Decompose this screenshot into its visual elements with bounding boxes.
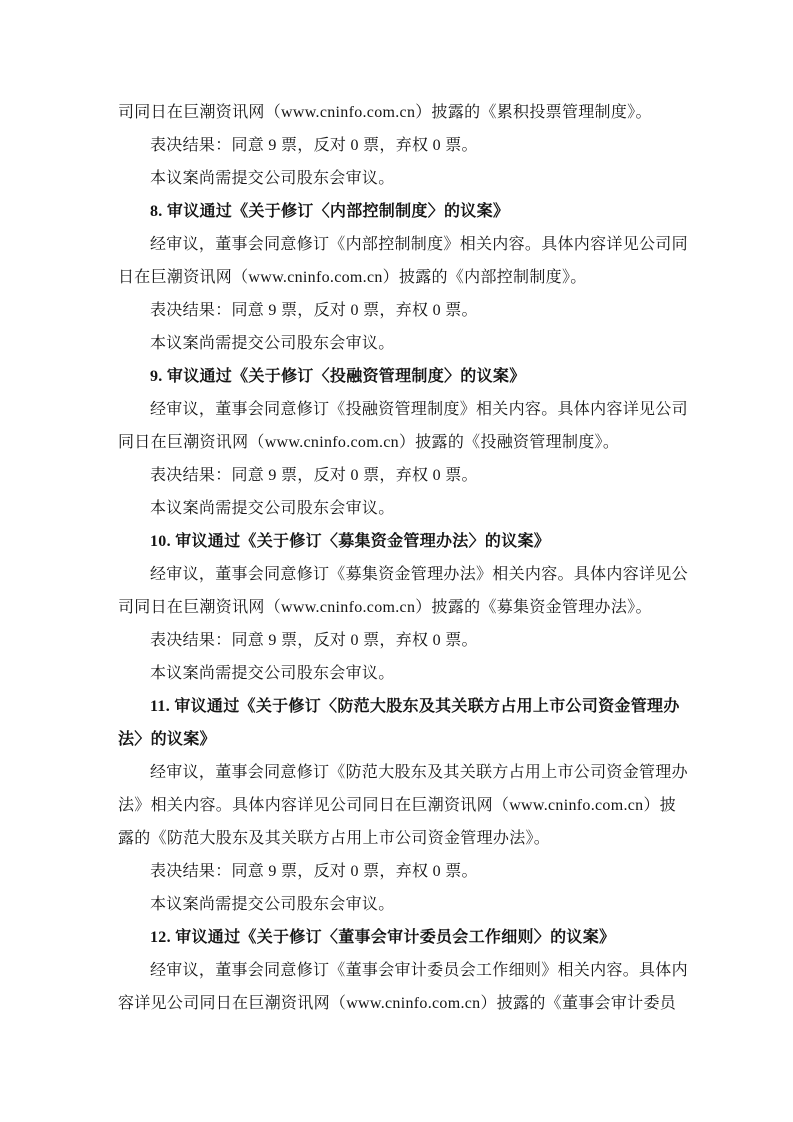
vote-result-line: 表决结果：同意 9 票，反对 0 票，弃权 0 票。 (150, 467, 478, 484)
submit-to-shareholders-line: 本议案尚需提交公司股东会审议。 (150, 665, 395, 682)
submit-to-shareholders-line: 本议案尚需提交公司股东会审议。 (150, 170, 395, 187)
section-9-body-line: 经审议，董事会同意修订《投融资管理制度》相关内容。具体内容详见公司 (150, 401, 688, 418)
section-11-heading: 11. 审议通过《关于修订〈防范大股东及其关联方占用上市公司资金管理办 (150, 698, 680, 715)
section-12-body-line: 容详见公司同日在巨潮资讯网（www.cninfo.com.cn）披露的《董事会审计委员 (118, 995, 677, 1012)
section-8-heading: 8. 审议通过《关于修订〈内部控制制度〉的议案》 (150, 203, 510, 220)
section-8-body-line: 经审议，董事会同意修订《内部控制制度》相关内容。具体内容详见公司同 (150, 236, 688, 253)
submit-to-shareholders-line: 本议案尚需提交公司股东会审议。 (150, 335, 395, 352)
section-8-body-line: 日在巨潮资讯网（www.cninfo.com.cn）披露的《内部控制制度》。 (118, 269, 587, 286)
section-11-body-line: 经审议，董事会同意修订《防范大股东及其关联方占用上市公司资金管理办 (150, 764, 688, 781)
vote-result-line: 表决结果：同意 9 票，反对 0 票，弃权 0 票。 (150, 302, 478, 319)
submit-to-shareholders-line: 本议案尚需提交公司股东会审议。 (150, 500, 395, 517)
section-9-heading: 9. 审议通过《关于修订〈投融资管理制度〉的议案》 (150, 368, 526, 385)
vote-result-line: 表决结果：同意 9 票，反对 0 票，弃权 0 票。 (150, 137, 478, 154)
section-10-body-line: 司同日在巨潮资讯网（www.cninfo.com.cn）披露的《募集资金管理办法》。 (118, 599, 652, 616)
section-12-heading: 12. 审议通过《关于修订〈董事会审计委员会工作细则〉的议案》 (150, 929, 616, 946)
section-11-body-line: 露的《防范大股东及其关联方占用上市公司资金管理办法》。 (118, 830, 551, 847)
submit-to-shareholders-line: 本议案尚需提交公司股东会审议。 (150, 896, 395, 913)
section-11-body-line: 法》相关内容。具体内容详见公司同日在巨潮资讯网（www.cninfo.com.cn）披 (118, 797, 677, 814)
vote-result-line: 表决结果：同意 9 票，反对 0 票，弃权 0 票。 (150, 863, 478, 880)
section-9-body-line: 同日在巨潮资讯网（www.cninfo.com.cn）披露的《投融资管理制度》。 (118, 434, 620, 451)
vote-result-line: 表决结果：同意 9 票，反对 0 票，弃权 0 票。 (150, 632, 478, 649)
section-12-body-line: 经审议，董事会同意修订《董事会审计委员会工作细则》相关内容。具体内 (150, 962, 688, 979)
paragraph-continuation-line: 司同日在巨潮资讯网（www.cninfo.com.cn）披露的《累积投票管理制度》。 (118, 104, 652, 121)
section-10-heading: 10. 审议通过《关于修订〈募集资金管理办法〉的议案》 (150, 533, 551, 550)
section-11-heading-continuation: 法〉的议案》 (118, 731, 216, 748)
section-10-body-line: 经审议，董事会同意修订《募集资金管理办法》相关内容。具体内容详见公 (150, 566, 688, 583)
document-text-block (118, 96, 688, 1020)
